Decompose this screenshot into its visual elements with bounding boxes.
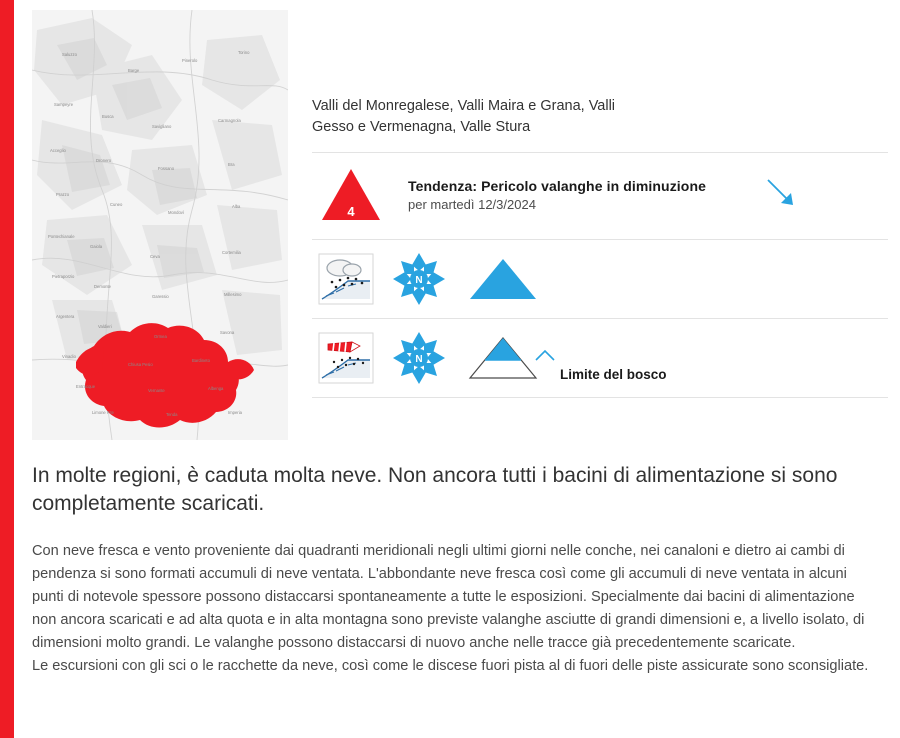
new-snow-icon <box>318 253 374 305</box>
svg-text:Tenda: Tenda <box>166 412 178 417</box>
altitude-icon-cell-2 <box>466 334 667 382</box>
svg-text:Gaiola: Gaiola <box>90 244 103 249</box>
svg-text:Albenga: Albenga <box>208 386 224 391</box>
trend-title: Tendenza: Pericolo valanghe in diminuzione <box>408 178 706 195</box>
aspect-icon-cell-1 <box>392 252 466 306</box>
danger-level-icon <box>320 167 382 223</box>
avalanche-problem-row-1 <box>312 240 888 319</box>
danger-level-number: 4 <box>347 204 355 220</box>
svg-text:Demonte: Demonte <box>94 284 111 289</box>
avalanche-problem-row-2 <box>312 319 888 398</box>
new-snow-icon-cell <box>318 253 392 305</box>
trend-text <box>408 178 764 212</box>
svg-text:Pietraporzio: Pietraporzio <box>52 274 75 279</box>
trend-row <box>312 153 888 240</box>
bulletin-info-panel <box>312 10 888 440</box>
altitude-icon-cell-1 <box>466 255 540 303</box>
svg-text:Saluzzo: Saluzzo <box>62 52 77 57</box>
bulletin-paragraph-1: Con neve fresca e vento proveniente dai quadranti meridionali negli ultimi giorni nelle conche, nei canaloni e dietro ai cambi di pendenza si sono formati accumuli di neve ventata. L'abbondante neve fresca così come gli accumuli di neve ventata in alcuni punti di notevole spessore possono distaccarsi spontaneamente a tutte le esposizioni. Specialmente dai bacini di alimentazione non ancora scaricati e ad alta quota e in alta montagna sono previste valanghe asciutte di grandi dimensioni e, a livello isolato, di dimensioni molto grandi. Le valanghe possono distaccarsi di nuovo anche nelle tracce già precedentemente scaricate. <box>32 543 865 652</box>
bulletin-body <box>32 540 877 678</box>
svg-text:Fossano: Fossano <box>158 166 175 171</box>
trend-subtitle: per martedì 12/3/2024 <box>408 197 536 213</box>
svg-text:Cortemilia: Cortemilia <box>222 250 241 255</box>
svg-text:Savigliano: Savigliano <box>152 124 172 129</box>
svg-text:Alba: Alba <box>232 204 241 209</box>
svg-text:Imperia: Imperia <box>228 410 242 415</box>
svg-text:Cuneo: Cuneo <box>110 202 123 207</box>
region-map-graphic <box>32 10 288 440</box>
svg-text:N: N <box>415 275 423 287</box>
treeline-marker-icon <box>534 346 556 368</box>
altitude-all-icon <box>466 255 540 303</box>
svg-text:Bra: Bra <box>228 162 235 167</box>
svg-text:Sampeyre: Sampeyre <box>54 102 74 107</box>
bulletin-paragraph-2: Le escursioni con gli sci o le racchette da neve, così come le discese fuori pista al di fuori delle piste assicurate sono sconsigliate. <box>32 658 869 675</box>
bulletin-headline: In molte regioni, è caduta molta neve. Non ancora tutti i bacini di alimentazione si sono completamente scaricati. <box>32 464 838 516</box>
svg-text:Carmagnola: Carmagnola <box>218 118 241 123</box>
svg-text:Dronero: Dronero <box>96 158 112 163</box>
svg-text:Vinadio: Vinadio <box>62 354 76 359</box>
region-map[interactable] <box>32 10 288 440</box>
aspect-icon-cell-2 <box>392 331 466 385</box>
wind-slab-icon <box>318 332 374 384</box>
svg-text:Entracque: Entracque <box>76 384 96 389</box>
arrow-down-right-icon <box>764 176 798 210</box>
svg-text:Garessio: Garessio <box>152 294 169 299</box>
svg-text:Barge: Barge <box>128 68 140 73</box>
snowflake-compass-icon <box>392 331 446 385</box>
svg-text:Valdieri: Valdieri <box>98 324 112 329</box>
region-names: Valli del Monregalese, Valli Maira e Grana, Valli Gesso e Vermenagna, Valle Stura <box>312 98 616 136</box>
svg-text:Pontechianale: Pontechianale <box>48 234 75 239</box>
svg-text:Ceva: Ceva <box>150 254 160 259</box>
svg-text:Prazzo: Prazzo <box>56 192 70 197</box>
trend-arrow-icon <box>764 176 798 215</box>
svg-text:Chiusa Pesio: Chiusa Pesio <box>128 362 153 367</box>
svg-text:Mondovì: Mondovì <box>168 210 185 215</box>
svg-text:Torino: Torino <box>238 50 250 55</box>
bulletin-top-section <box>32 10 888 440</box>
altitude-above-treeline-icon <box>466 334 540 382</box>
danger-level-sidebar <box>0 0 14 738</box>
svg-text:Busca: Busca <box>102 114 114 119</box>
bulletin-text-block <box>32 462 877 679</box>
region-names-row <box>312 96 888 153</box>
svg-text:Pinerolo: Pinerolo <box>182 58 198 63</box>
svg-text:Millesimo: Millesimo <box>224 292 242 297</box>
svg-text:Acceglio: Acceglio <box>50 148 66 153</box>
snowflake-compass-icon <box>392 252 446 306</box>
svg-text:N: N <box>415 354 423 366</box>
wind-slab-icon-cell <box>318 332 392 384</box>
svg-text:Savona: Savona <box>220 330 235 335</box>
svg-text:Argentera: Argentera <box>56 314 75 319</box>
svg-text:Vernante: Vernante <box>148 388 165 393</box>
svg-text:Ormea: Ormea <box>154 334 167 339</box>
treeline-label: Limite del bosco <box>560 367 667 383</box>
svg-text:Bardineto: Bardineto <box>192 358 210 363</box>
treeline-group <box>466 334 667 382</box>
svg-text:Limone P.te: Limone P.te <box>92 410 114 415</box>
